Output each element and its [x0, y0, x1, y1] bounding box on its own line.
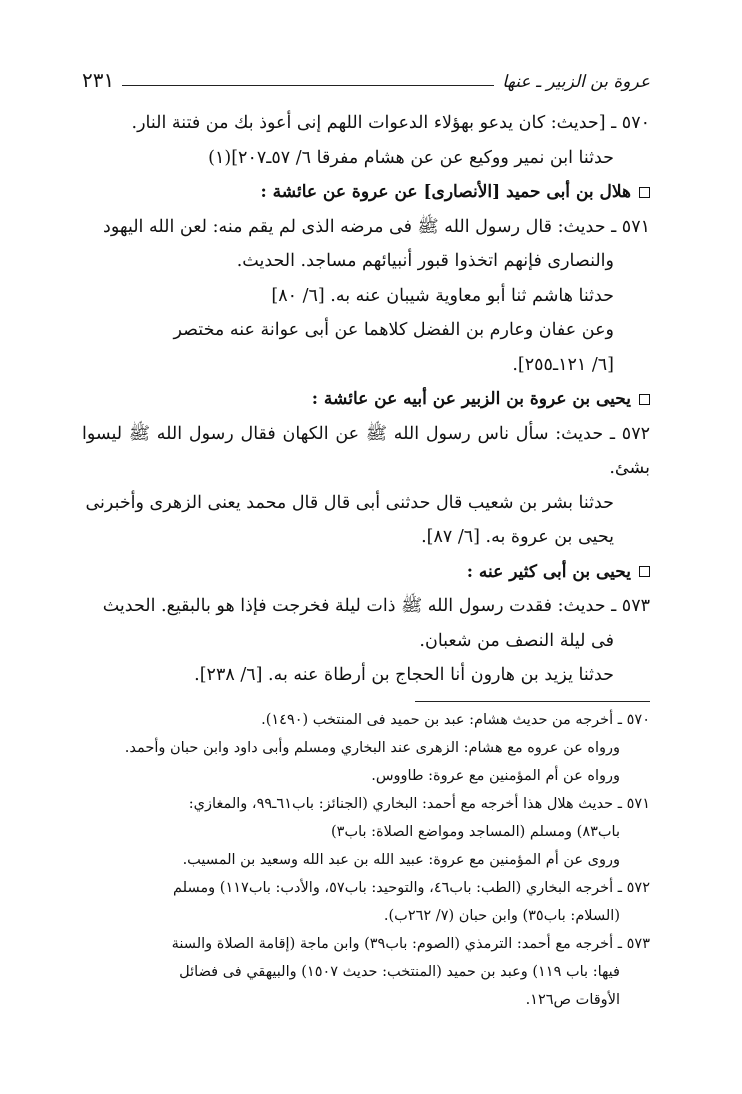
entry-571-line-5: [٦/ ١٢١ـ٢٥٥].	[512, 354, 614, 375]
section-heading-yahya-urwa	[82, 382, 650, 417]
main-text	[82, 106, 650, 693]
page-number: ٢٣١	[82, 68, 115, 92]
entry-573-line-2: فى ليلة النصف من شعبان.	[419, 630, 614, 651]
square-bullet-icon	[639, 566, 650, 577]
section-heading-text: يحيى بن أبى كثير عنه :	[466, 561, 631, 582]
header-rule	[122, 85, 494, 86]
running-header	[82, 58, 650, 92]
footnote-572-line-2: (السلام: باب٣٥) وابن حبان (٧/ ٢٦٢ب).	[383, 907, 620, 924]
header-title: عروة بن الزبير ـ عنها	[502, 72, 650, 92]
entry-570-line-2: حدثنا ابن نمير ووكيع عن عن هشام مفرقا ٦/ ٥٧ـ٢٠٧](١)	[208, 147, 614, 168]
footnotes	[82, 706, 650, 1014]
footnote-separator	[415, 701, 650, 702]
entry-571-line-2: والنصارى فإنهم اتخذوا قبور أنبيائهم مساجد. الحديث.	[236, 251, 614, 271]
square-bullet-icon	[639, 187, 650, 198]
footnote-571-line-2: باب٨٣) ومسلم (المساجد ومواضع الصلاة: باب٣)	[330, 823, 620, 840]
footnote-573-line-3: الأوقات ص١٢٦.	[525, 991, 620, 1008]
entry-570-line-1: ٥٧٠ ـ [حديث: كان يدعو بهؤلاء الدعوات اللهم إنى أعوذ بك من فتنة النار.	[131, 113, 650, 133]
entry-571-line-4: وعن عفان وعارم بن الفضل كلاهما عن أبى عوانة عنه مختصر	[173, 320, 614, 340]
entry-571-line-1: ٥٧١ ـ حديث: قال رسول الله ﷺ فى مرضه الذى لم يقم منه: لعن الله اليهود	[103, 216, 650, 237]
entry-571-line-3: حدثنا هاشم ثنا أبو معاوية شيبان عنه به. [٦/ ٨٠]	[271, 285, 614, 306]
section-heading-text: يحيى بن عروة بن الزبير عن أبيه عن عائشة :	[311, 389, 631, 409]
section-heading-yahya-kathir	[82, 555, 650, 590]
footnote-570-line-2: ورواه عن عروه مع هشام: الزهرى عند البخاري ومسلم وأبى داود وابن حبان وأحمد.	[124, 739, 620, 756]
footnote-570-line-1: ٥٧٠ ـ أخرجه من حديث هشام: عبد بن حميد فى المنتخب (١٤٩٠).	[261, 711, 650, 728]
entry-572-line-3: يحيى بن عروة به. [٦/ ٨٧].	[421, 527, 614, 547]
square-bullet-icon	[639, 394, 650, 405]
section-heading-text: هلال بن أبى حميد [الأنصارى] عن عروة عن عائشة :	[260, 182, 631, 202]
entry-573-line-1: ٥٧٣ ـ حديث: فقدت رسول الله ﷺ ذات ليلة فخرجت فإذا هو بالبقيع. الحديث	[102, 596, 650, 616]
footnote-570-line-3: ورواه عن أم المؤمنين مع عروة: طاووس.	[371, 767, 620, 784]
footnote-571-line-1: ٥٧١ ـ حديث هلال هذا أخرجه مع أحمد: البخاري (الجنائز: باب٦١ـ٩٩، والمغازي:	[188, 795, 650, 812]
footnote-573-line-2: فيها: باب ١١٩) وعبد بن حميد (المنتخب: حديث ١٥٠٧) والبيهقي فى فضائل	[179, 963, 620, 980]
footnote-572-line-1: ٥٧٢ ـ أخرجه البخاري (الطب: باب٤٦، والتوحيد: باب٥٧، والأدب: باب١١٧) ومسلم	[173, 879, 650, 896]
footnote-571-line-3: وروى عن أم المؤمنين مع عروة: عبيد الله بن عبد الله وسعيد بن المسيب.	[182, 851, 620, 868]
section-heading-hilal	[82, 175, 650, 210]
entry-572-line-1: ٥٧٢ ـ حديث: سأل ناس رسول الله ﷺ عن الكهان فقال رسول الله ﷺ ليسوا بشئ.	[82, 423, 650, 478]
entry-573-line-3: حدثنا يزيد بن هارون أنا الحجاج بن أرطاة عنه به. [٦/ ٢٣٨].	[194, 665, 614, 685]
footnote-573-line-1: ٥٧٣ ـ أخرجه مع أحمد: الترمذي (الصوم: باب٣٩) وابن ماجة (إقامة الصلاة والسنة	[171, 935, 650, 952]
entry-572-line-2: حدثنا بشر بن شعيب قال حدثنى أبى قال قال محمد يعنى الزهرى وأخبرنى	[85, 492, 614, 513]
